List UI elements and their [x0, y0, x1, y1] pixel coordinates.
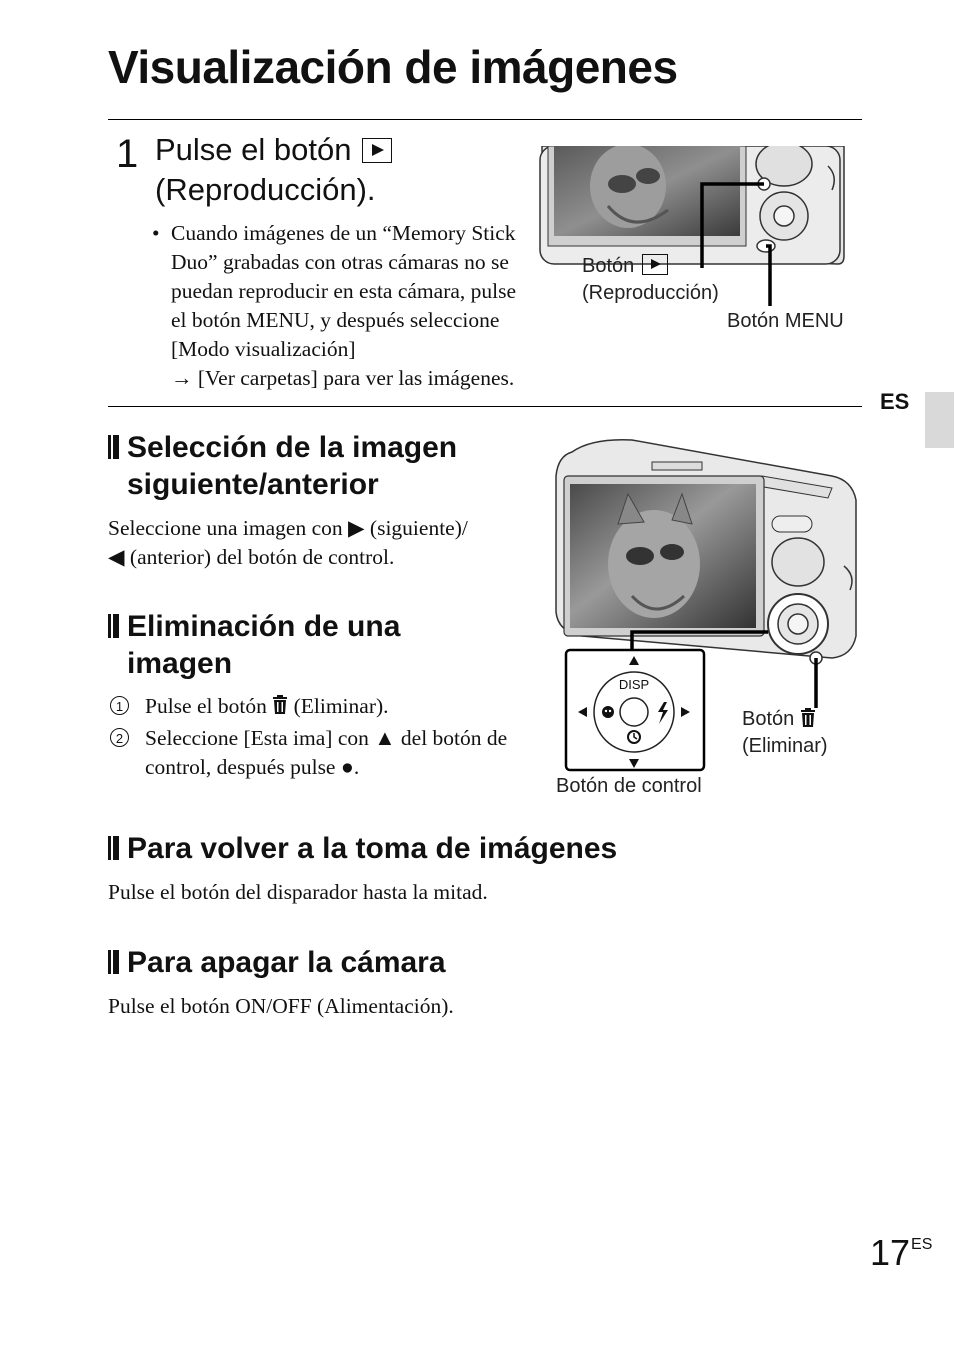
- page-number: [870, 1232, 932, 1274]
- heading-marker: [108, 614, 119, 638]
- list-item: [108, 724, 528, 782]
- title-rule: [108, 119, 862, 120]
- step-circle-number: 2: [110, 728, 129, 747]
- step-text-a: Pulse el botón: [145, 694, 267, 718]
- language-tab: ES: [880, 389, 910, 414]
- seleccion-text-c: (anterior) del botón de control.: [129, 545, 395, 569]
- step-note: [152, 219, 712, 393]
- trash-icon: [272, 695, 288, 715]
- up-triangle-icon: ▲: [374, 726, 396, 750]
- trash-icon: [800, 708, 816, 728]
- apagar-text: Pulse el botón ON/OFF (Alimentación).: [108, 994, 454, 1018]
- section-heading-seleccion: [108, 429, 457, 503]
- seleccion-text: [108, 514, 528, 572]
- page-number-value: 17: [870, 1232, 911, 1273]
- filled-circle-icon: ●: [340, 755, 354, 779]
- step-title: [155, 130, 392, 210]
- play-button-label-line2: (Reproducción): [582, 282, 719, 304]
- gray-tab-marker: [925, 392, 954, 448]
- heading-line2: siguiente/anterior: [127, 468, 379, 501]
- note-arrow: →: [171, 366, 193, 390]
- page-title: Visualización de imágenes: [108, 41, 678, 93]
- section-rule: [108, 406, 862, 407]
- step-text-a: Seleccione [Esta ima] con: [145, 726, 369, 750]
- section-heading-volver: [108, 830, 617, 867]
- disp-label: DISP: [618, 677, 650, 692]
- seleccion-text-a: Seleccione una imagen con: [108, 516, 343, 540]
- note-text: Cuando imágenes de un “Memory Stick Duo” grabadas con otras cámaras no se puedan reproducir en esta cámara, pulse el botón MENU, y después seleccione [Modo visualización]: [171, 221, 517, 361]
- delete-label-line1: Botón: [742, 708, 795, 730]
- section-heading-eliminacion: [108, 608, 400, 682]
- list-item: [108, 692, 528, 721]
- seleccion-text-b: (siguiente)/: [369, 516, 468, 540]
- heading-line1: Selección de la imagen: [127, 431, 458, 464]
- step-text-b: del botón de control, después pulse: [145, 726, 508, 779]
- step-title-line1: Pulse el botón: [155, 132, 352, 167]
- heading-marker: [108, 836, 119, 860]
- heading-marker: [108, 435, 119, 459]
- heading-marker: [108, 950, 119, 974]
- step-text-c: .: [353, 755, 360, 779]
- heading-line2: imagen: [127, 647, 233, 680]
- step-text-b: (Eliminar).: [293, 694, 389, 718]
- step-title-line2: (Reproducción).: [155, 172, 376, 207]
- step-circle-number: 1: [110, 696, 129, 715]
- step-number: 1: [116, 132, 139, 176]
- play-button-label-line1: Botón: [582, 255, 635, 277]
- note-end-text: [Ver carpetas] para ver las imágenes.: [197, 366, 515, 390]
- left-triangle-icon: ◀: [108, 545, 125, 569]
- play-icon: [362, 138, 392, 163]
- note-end: [171, 364, 712, 393]
- delete-button-label: [742, 706, 828, 760]
- page-number-suffix: ES: [911, 1236, 933, 1253]
- heading-text: Para apagar la cámara: [127, 946, 446, 979]
- control-button-label: Botón de control: [556, 775, 702, 797]
- delete-label-line2: (Eliminar): [742, 735, 828, 757]
- heading-line1: Eliminación de una: [127, 610, 401, 643]
- right-triangle-icon: ▶: [348, 516, 365, 540]
- heading-text: Para volver a la toma de imágenes: [127, 832, 618, 865]
- bullet: •: [152, 221, 160, 245]
- section-heading-apagar: [108, 944, 446, 981]
- eliminacion-steps: [108, 692, 528, 785]
- menu-button-label: Botón MENU: [727, 310, 844, 332]
- volver-text: Pulse el botón del disparador hasta la mitad.: [108, 880, 488, 904]
